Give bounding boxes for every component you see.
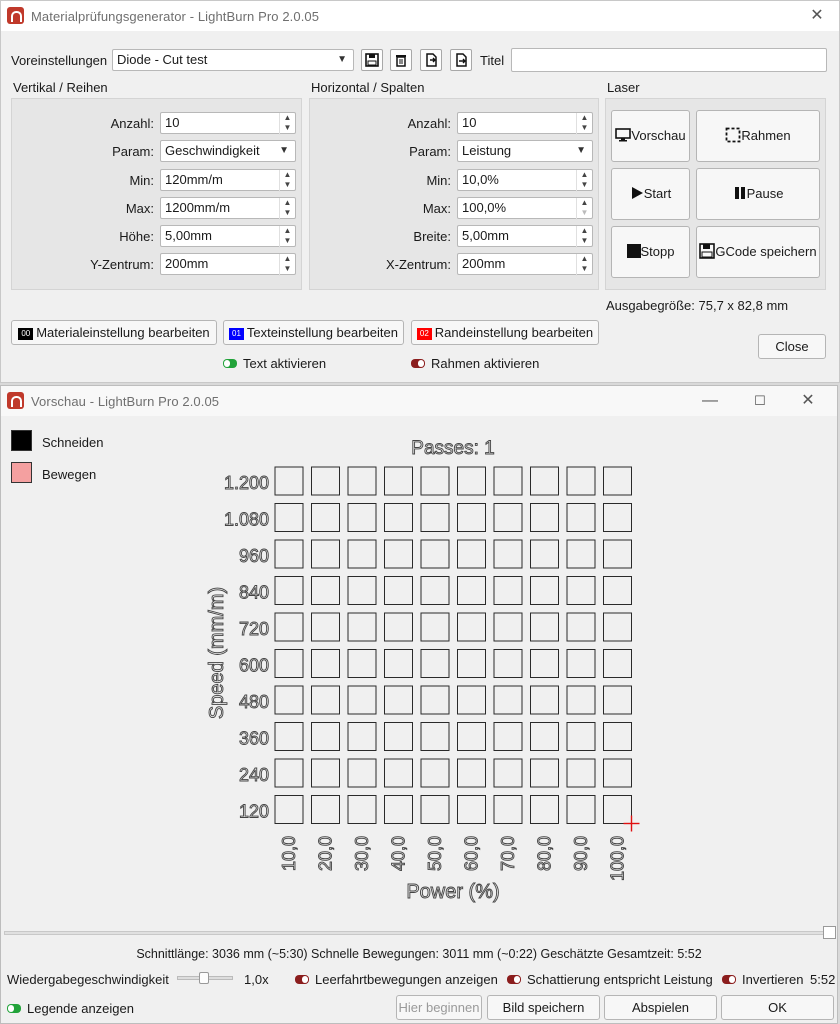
h-count-label: Anzahl: (407, 116, 451, 131)
start-button[interactable] (611, 168, 690, 220)
grid-cell (421, 723, 449, 751)
stop-button[interactable] (611, 226, 690, 278)
layer-tag-00: 00 (18, 328, 33, 340)
legend-cut-label: Schneiden (42, 435, 104, 450)
delete-preset-icon[interactable] (390, 49, 412, 71)
grid-cell (275, 613, 303, 641)
grid-cell (494, 650, 522, 678)
grid-cell (458, 796, 486, 824)
grid-cell (312, 577, 340, 605)
minimize-icon[interactable]: — (702, 392, 718, 409)
show-travel-label: Leerfahrtbewegungen anzeigen (315, 972, 498, 987)
chevron-down-icon: ▼ (576, 145, 586, 156)
frame-button[interactable] (696, 110, 820, 162)
grid-cell (604, 650, 632, 678)
spinner-icon[interactable]: ▲ ▼ (576, 226, 592, 248)
v-param-value: Geschwindigkeit (165, 143, 260, 158)
spinner-icon[interactable]: ▲ ▼ (279, 113, 295, 135)
grid-cell (567, 759, 595, 787)
toggle-off-icon (295, 975, 309, 984)
x-tick-label: 50,0 (425, 836, 445, 872)
grid-cell (312, 723, 340, 751)
legend-move-label: Bewegen (42, 467, 97, 482)
save-image-button[interactable]: Bild speichern (487, 995, 600, 1020)
grid-cell (348, 577, 376, 605)
show-travel-toggle[interactable] (295, 972, 498, 987)
grid-cell (312, 613, 340, 641)
grid-cell (348, 650, 376, 678)
laser-header: Laser (607, 80, 640, 95)
h-param-dropdown[interactable] (457, 140, 593, 162)
grid-cell (604, 613, 632, 641)
progress-track[interactable] (4, 931, 834, 935)
grid-cell (567, 540, 595, 568)
spinner-icon[interactable]: ▲ ▼ (279, 170, 295, 192)
y-tick-label: 960 (238, 546, 269, 566)
spinner-icon[interactable]: ▲ ▼ (279, 198, 295, 220)
grid-cell (312, 504, 340, 532)
grid-cell (567, 504, 595, 532)
v-count-input[interactable] (160, 112, 296, 134)
grid-cell (494, 540, 522, 568)
grid-cell (567, 686, 595, 714)
spinner-icon[interactable]: ▲ ▼ (576, 113, 592, 135)
h-center-input[interactable] (457, 253, 593, 275)
close-window-icon[interactable]: ✕ (801, 392, 815, 409)
x-tick-label: 20,0 (315, 836, 336, 872)
h-min-value: 10,0% (462, 172, 499, 187)
pause-icon (733, 186, 747, 200)
save-gcode-label: GCode speichern (715, 244, 817, 259)
playback-label: Wiedergabegeschwindigkeit (7, 972, 169, 987)
grid-cell (385, 759, 413, 787)
v-param-dropdown[interactable] (160, 140, 296, 162)
play-button[interactable]: Abspielen (604, 995, 717, 1020)
grid-cell (275, 650, 303, 678)
y-tick-label: 480 (238, 692, 269, 712)
x-tick-label: 70,0 (498, 836, 518, 872)
grid-cell (531, 504, 559, 532)
h-width-label: Breite: (413, 229, 451, 244)
grid-cell (348, 686, 376, 714)
grid-cell (312, 467, 340, 495)
x-tick-label: 10,0 (279, 836, 299, 872)
grid-cell (348, 540, 376, 568)
export-preset-icon[interactable] (450, 49, 472, 71)
stats-text: Schnittlänge: 3036 mm (~5:30) Schnelle Bewegungen: 3011 mm (~0:22) Geschätzte Gesamtzeit: 5:52 (136, 947, 702, 961)
grid-cell (567, 796, 595, 824)
text-settings-button[interactable] (223, 320, 404, 345)
play-icon (630, 186, 644, 200)
x-tick-label: 60,0 (461, 836, 482, 872)
playback-slider[interactable] (177, 976, 233, 980)
presets-value: Diode - Cut test (117, 52, 208, 67)
grid-cell (421, 613, 449, 641)
grid-cell (385, 796, 413, 824)
shade-power-toggle[interactable] (507, 972, 713, 987)
preview-label: Vorschau (631, 128, 686, 143)
grid-cell (604, 796, 632, 824)
grid-cell (421, 504, 449, 532)
grid-cell (275, 759, 303, 787)
chevron-down-icon: ▼ (279, 145, 289, 156)
grid-cell (458, 540, 486, 568)
total-time: 5:52 (810, 972, 836, 987)
grid-cell (421, 540, 449, 568)
x-tick-label: 30,0 (352, 836, 372, 872)
grid-cell (531, 540, 559, 568)
save-icon (699, 243, 715, 259)
y-tick-label: 1.200 (223, 473, 269, 493)
grid-cell (531, 796, 559, 824)
maximize-icon[interactable]: ☐ (754, 393, 766, 408)
h-max-input[interactable] (457, 197, 593, 219)
grid-cell (494, 577, 522, 605)
spinner-icon[interactable]: ▲ ▼ (576, 170, 592, 192)
grid-cell (421, 796, 449, 824)
grid-cell (421, 686, 449, 714)
monitor-icon (615, 128, 631, 142)
grid-cell (567, 723, 595, 751)
grid-cell (275, 540, 303, 568)
close-button[interactable]: Close (758, 334, 826, 359)
v-param-label: Param: (112, 144, 154, 159)
h-max-value: 100,0% (462, 200, 507, 215)
toggle-off-icon (411, 359, 425, 368)
grid-cell (385, 650, 413, 678)
y-axis-label: Speed (mm/m) (206, 586, 228, 720)
toggle-on-icon (223, 359, 237, 368)
grid-cell (531, 467, 559, 495)
grid-cell (348, 467, 376, 495)
grid-cell (458, 759, 486, 787)
h-count-value: 10 (462, 115, 477, 130)
grid-cell (385, 723, 413, 751)
grid-cell (458, 650, 486, 678)
start-here-button[interactable]: Hier beginnen (396, 995, 482, 1020)
v-max-value: 1200mm/m (165, 200, 231, 215)
grid-title: Passes: 1 (411, 438, 495, 459)
grid-cell (348, 759, 376, 787)
x-tick-label: 90,0 (571, 836, 591, 872)
pause-label: Pause (746, 186, 784, 201)
start-label: Start (643, 186, 672, 201)
grid-cell (567, 613, 595, 641)
toggle-off-icon (722, 975, 736, 984)
grid-cell (458, 577, 486, 605)
y-tick-label: 600 (238, 655, 269, 676)
grid-cell (531, 686, 559, 714)
grid-cell (494, 759, 522, 787)
v-count-value: 10 (165, 115, 180, 130)
toggle-on-icon (7, 1004, 21, 1013)
y-tick-label: 1.080 (223, 509, 269, 530)
show-legend-label: Legende anzeigen (27, 1001, 134, 1016)
material-settings-button[interactable] (11, 320, 217, 345)
h-width-value: 5,00mm (462, 228, 509, 243)
window-title: Materialprüfungsgenerator - LightBurn Pro 2.0.05 (31, 9, 320, 24)
grid-cell (567, 650, 595, 678)
grid-cell (458, 504, 486, 532)
v-min-value: 120mm/m (165, 172, 223, 187)
grid-cell (531, 577, 559, 605)
grid-cell (531, 613, 559, 641)
preview-window (0, 385, 838, 1024)
v-min-input[interactable] (160, 169, 296, 191)
y-tick-label: 840 (238, 582, 269, 603)
material-settings-label: Materialeinstellung bearbeiten (36, 325, 210, 340)
h-min-label: Min: (426, 173, 451, 188)
x-tick-label: 40,0 (388, 836, 409, 872)
grid-cell (275, 504, 303, 532)
grid-cell (385, 577, 413, 605)
grid-cell (421, 467, 449, 495)
grid-cell (531, 759, 559, 787)
grid-cell (494, 504, 522, 532)
grid-cell (348, 613, 376, 641)
grid-cell (312, 540, 340, 568)
grid-cell (275, 686, 303, 714)
grid-cell (458, 467, 486, 495)
grid-cell (494, 467, 522, 495)
grid-cell (604, 759, 632, 787)
invert-label: Invertieren (742, 972, 804, 987)
v-height-label: Höhe: (119, 229, 154, 244)
frame-enable-toggle[interactable] (411, 356, 539, 371)
grid-cell (385, 504, 413, 532)
v-center-value: 200mm (165, 256, 209, 271)
grid-cell (348, 504, 376, 532)
frame-icon (725, 127, 741, 143)
lightburn-logo-icon (7, 7, 24, 24)
grid-cell (604, 540, 632, 568)
output-size: Ausgabegröße: 75,7 x 82,8 mm (606, 298, 789, 313)
grid-cell (348, 796, 376, 824)
grid-cell (494, 723, 522, 751)
h-param-value: Leistung (462, 143, 512, 158)
invert-toggle[interactable] (722, 972, 803, 987)
show-legend-toggle[interactable] (7, 1001, 134, 1016)
grid-cell (385, 467, 413, 495)
grid-cell (604, 577, 632, 605)
grid-cell (604, 686, 632, 714)
v-max-label: Max: (125, 201, 154, 216)
save-gcode-button[interactable] (696, 226, 820, 278)
x-axis-label: Power (%) (406, 881, 500, 903)
grid-cell (275, 723, 303, 751)
border-settings-button[interactable] (411, 320, 599, 345)
title-label: Titel (480, 53, 505, 68)
y-tick-label: 120 (238, 801, 269, 822)
h-center-value: 200mm (462, 256, 506, 271)
preview-window-title: Vorschau - LightBurn Pro 2.0.05 (31, 394, 220, 409)
stop-icon (627, 244, 641, 258)
grid-cell (458, 613, 486, 641)
h-width-input[interactable] (457, 225, 593, 247)
grid-cell (275, 796, 303, 824)
presets-dropdown[interactable] (112, 49, 354, 71)
grid-cell (385, 613, 413, 641)
grid-cell (494, 686, 522, 714)
shade-power-label: Schattierung entspricht Leistung (527, 972, 713, 987)
grid-cell (458, 686, 486, 714)
ok-button[interactable]: OK (721, 995, 834, 1020)
presets-label: Voreinstellungen (11, 53, 108, 68)
title-bar (1, 1, 839, 31)
grid-cell (275, 467, 303, 495)
v-center-label: Y-Zentrum: (90, 257, 154, 272)
h-param-label: Param: (409, 144, 451, 159)
grid-cell (312, 650, 340, 678)
material-test-window (0, 0, 840, 383)
text-enable-label: Text aktivieren (243, 356, 327, 371)
grid-cell (312, 759, 340, 787)
grid-cell (458, 723, 486, 751)
layer-tag-02: 02 (417, 328, 432, 340)
frame-enable-label: Rahmen aktivieren (431, 356, 540, 371)
stop-label: Stopp (640, 244, 675, 259)
x-tick-label: 80,0 (534, 836, 555, 872)
h-count-input[interactable] (457, 112, 593, 134)
progress-handle[interactable] (823, 926, 836, 939)
layer-tag-01: 01 (229, 328, 244, 340)
grid-cell (385, 686, 413, 714)
horizontal-header: Horizontal / Spalten (311, 80, 425, 95)
y-tick-label: 240 (238, 765, 269, 785)
v-height-value: 5,00mm (165, 228, 212, 243)
border-settings-label: Randeinstellung bearbeiten (434, 325, 594, 340)
spinner-icon[interactable]: ▲ ▼ (576, 254, 592, 276)
lightburn-logo-icon (7, 392, 24, 409)
grid-cell (604, 504, 632, 532)
v-min-label: Min: (129, 173, 154, 188)
v-count-label: Anzahl: (110, 116, 154, 131)
title-input[interactable] (511, 48, 827, 72)
text-settings-label: Texteinstellung bearbeiten (246, 325, 398, 340)
x-tick-label: 100,0 (607, 836, 628, 882)
grid-cell (494, 796, 522, 824)
import-preset-icon[interactable] (420, 49, 442, 71)
chevron-down-icon: ▼ (337, 54, 347, 65)
close-window-icon[interactable]: ✕ (810, 7, 824, 24)
preview-title-bar (1, 386, 837, 416)
grid-cell (312, 686, 340, 714)
pause-button[interactable] (696, 168, 820, 220)
h-center-label: X-Zentrum: (385, 257, 451, 272)
grid-cell (275, 577, 303, 605)
y-tick-label: 360 (238, 728, 269, 749)
spinner-icon[interactable]: ▲ ▼ (279, 226, 295, 248)
v-center-input[interactable] (160, 253, 296, 275)
grid-cell (421, 759, 449, 787)
vertical-header: Vertikal / Reihen (13, 80, 108, 95)
h-min-input[interactable] (457, 169, 593, 191)
grid-cell (567, 467, 595, 495)
playback-value: 1,0x (244, 972, 269, 987)
v-max-input[interactable] (160, 197, 296, 219)
grid-cell (348, 723, 376, 751)
spinner-icon[interactable]: ▲ ▼ (279, 254, 295, 276)
grid-cell (567, 577, 595, 605)
toggle-off-icon (507, 975, 521, 984)
grid-cell (421, 577, 449, 605)
grid-cell (604, 467, 632, 495)
grid-cell (385, 540, 413, 568)
grid-cell (312, 796, 340, 824)
grid-cell (604, 723, 632, 751)
spinner-icon[interactable]: ▲ ▼ (576, 198, 592, 220)
y-tick-label: 720 (238, 619, 269, 639)
grid-cell (494, 613, 522, 641)
v-height-input[interactable] (160, 225, 296, 247)
playback-handle[interactable] (199, 972, 209, 984)
test-grid-chart (1, 416, 837, 936)
frame-label: Rahmen (741, 128, 791, 143)
text-enable-toggle[interactable] (223, 356, 326, 371)
h-max-label: Max: (422, 201, 451, 216)
preview-button[interactable] (611, 110, 690, 162)
grid-cell (531, 723, 559, 751)
save-preset-icon[interactable] (361, 49, 383, 71)
grid-cell (531, 650, 559, 678)
grid-cell (421, 650, 449, 678)
